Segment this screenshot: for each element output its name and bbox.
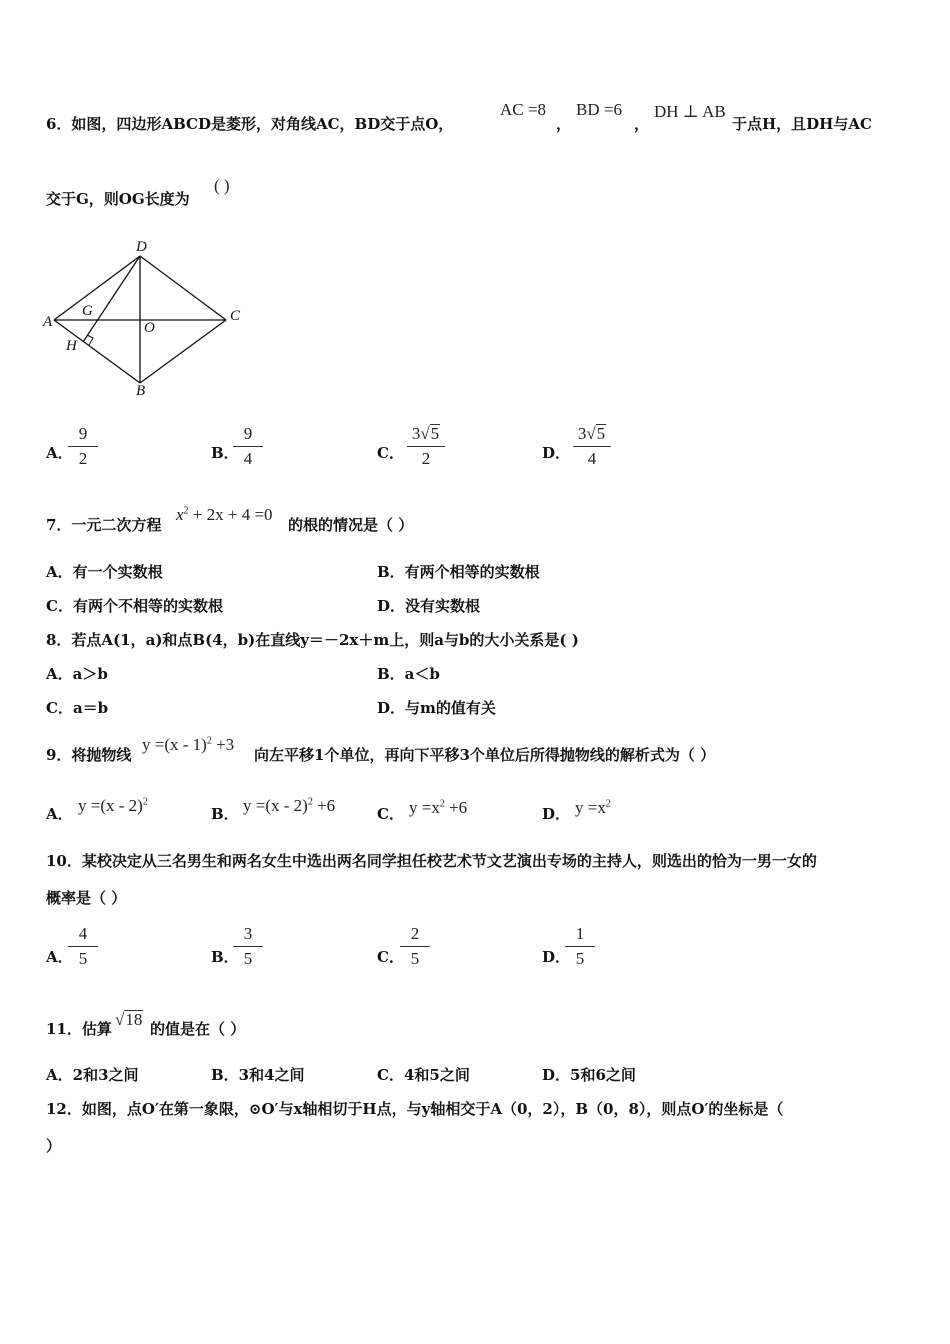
q11-sqrt: √18 [115, 1010, 143, 1029]
q11-intro: 11．估算 [46, 1020, 112, 1038]
q9-option-c[interactable]: C． [377, 805, 404, 823]
q8-option-d[interactable]: D．与m的值有关 [377, 699, 496, 717]
q11-option-a[interactable]: A．2和3之间 [46, 1066, 139, 1084]
label-c: C [230, 308, 241, 324]
q6-option-d[interactable]: D． [542, 444, 571, 462]
q9-option-c-formula: $y =x^2 +6$ [409, 798, 468, 817]
rhombus-figure [40, 234, 250, 400]
q6-option-b[interactable]: B． [211, 444, 239, 462]
q6-comma2: ， [634, 115, 650, 133]
q11-option-d[interactable]: D．5和6之间 [542, 1066, 636, 1084]
label-h: H [66, 338, 77, 354]
q6-comma1: ， [556, 115, 572, 133]
q6-option-b-fraction: 9 4 [233, 424, 263, 469]
q6-intro: 6．如图，四边形ABCD是菱形，对角线AC，BD交于点O， [46, 115, 454, 133]
q9-option-a-formula: y =(x - 2)$^2$ [78, 796, 148, 815]
q7-equation: $x^2 + 2x + 4 =0$ [176, 505, 273, 524]
q9-intro: 9．将抛物线 [46, 746, 132, 764]
q9-option-b-formula: y =(x - 2)$^2$ +6 [243, 796, 336, 815]
label-b: B [136, 383, 146, 399]
segment-dh [83, 256, 140, 342]
label-g: G [82, 303, 93, 319]
q10-option-b-fraction: 3 5 [233, 924, 263, 969]
q10-option-a-fraction: 4 5 [68, 924, 98, 969]
q6-tail: 于点H，且DH与AC [732, 115, 872, 133]
q9-option-b[interactable]: B． [211, 805, 239, 823]
q6-ac-formula: AC =8 [500, 100, 546, 119]
label-d: D [136, 239, 147, 255]
q8-option-c[interactable]: C．a＝b [46, 699, 109, 717]
q11-option-c[interactable]: C．4和5之间 [377, 1066, 470, 1084]
q9-option-a[interactable]: A． [46, 805, 73, 823]
q7-option-a[interactable]: A．有一个实数根 [46, 563, 163, 581]
q9-option-d-formula: $y =x^2$ [575, 798, 611, 817]
q9-option-d[interactable]: D． [542, 805, 571, 823]
q8-option-a[interactable]: A．a＞b [46, 665, 108, 683]
q6-option-d-fraction: 3√5 4 [573, 424, 611, 469]
edge-da [54, 256, 140, 320]
q12-line1: 12．如图，点O′在第一象限，⊙O′与x轴相切于H点，与y轴相交于A（0，2），B（0，8），则点O′的坐标是（ [46, 1100, 784, 1118]
q6-option-c-fraction: 3√5 2 [407, 424, 445, 469]
q6-option-c[interactable]: C． [377, 444, 404, 462]
label-a: A [43, 314, 53, 330]
q10-option-b[interactable]: B． [211, 948, 239, 966]
q6-line2: 交于G，则OG长度为 [46, 190, 190, 208]
q10-line1: 10．某校决定从三名男生和两名女生中选出两名同学担任校艺术节文艺演出专场的主持人，则选出的恰为一男一女的 [46, 852, 817, 870]
q7-option-d[interactable]: D．没有实数根 [377, 597, 481, 615]
q7-option-b[interactable]: B．有两个相等的实数根 [377, 563, 540, 581]
q10-option-d-fraction: 1 5 [565, 924, 595, 969]
q12-line2: ） [46, 1137, 62, 1155]
q7-tail: 的根的情况是（ ） [288, 516, 414, 534]
right-angle-mark [87, 335, 93, 345]
q6-dh-formula: DH ⊥ AB [654, 102, 726, 121]
q8-option-b[interactable]: B．a＜b [377, 665, 440, 683]
q10-option-d[interactable]: D． [542, 948, 571, 966]
label-o: O [144, 320, 155, 336]
q11-tail: 的值是在（ ） [150, 1020, 246, 1038]
q9-tail: 向左平移1个单位，再向下平移3个单位后所得抛物线的解析式为（ ） [254, 746, 716, 764]
q6-bd-formula: BD =6 [576, 100, 622, 119]
q9-equation: y =(x - 1)$^2$ +3 [142, 735, 235, 754]
q6-answer-paren: ( ) [214, 176, 230, 195]
q6-option-a-fraction: 9 2 [68, 424, 98, 469]
q7-option-c[interactable]: C．有两个不相等的实数根 [46, 597, 223, 615]
q7-intro: 7．一元二次方程 [46, 516, 162, 534]
edge-dc [140, 256, 226, 320]
q8-text: 8．若点A(1，a)和点B(4，b)在直线y＝－2x＋m上，则a与b的大小关系是( ) [46, 631, 579, 649]
q10-option-c[interactable]: C． [377, 948, 404, 966]
q6-option-a[interactable]: A． [46, 444, 73, 462]
q10-line2: 概率是（ ） [46, 889, 127, 907]
q10-option-a[interactable]: A． [46, 948, 73, 966]
q10-option-c-fraction: 2 5 [400, 924, 430, 969]
q11-option-b[interactable]: B．3和4之间 [211, 1066, 305, 1084]
